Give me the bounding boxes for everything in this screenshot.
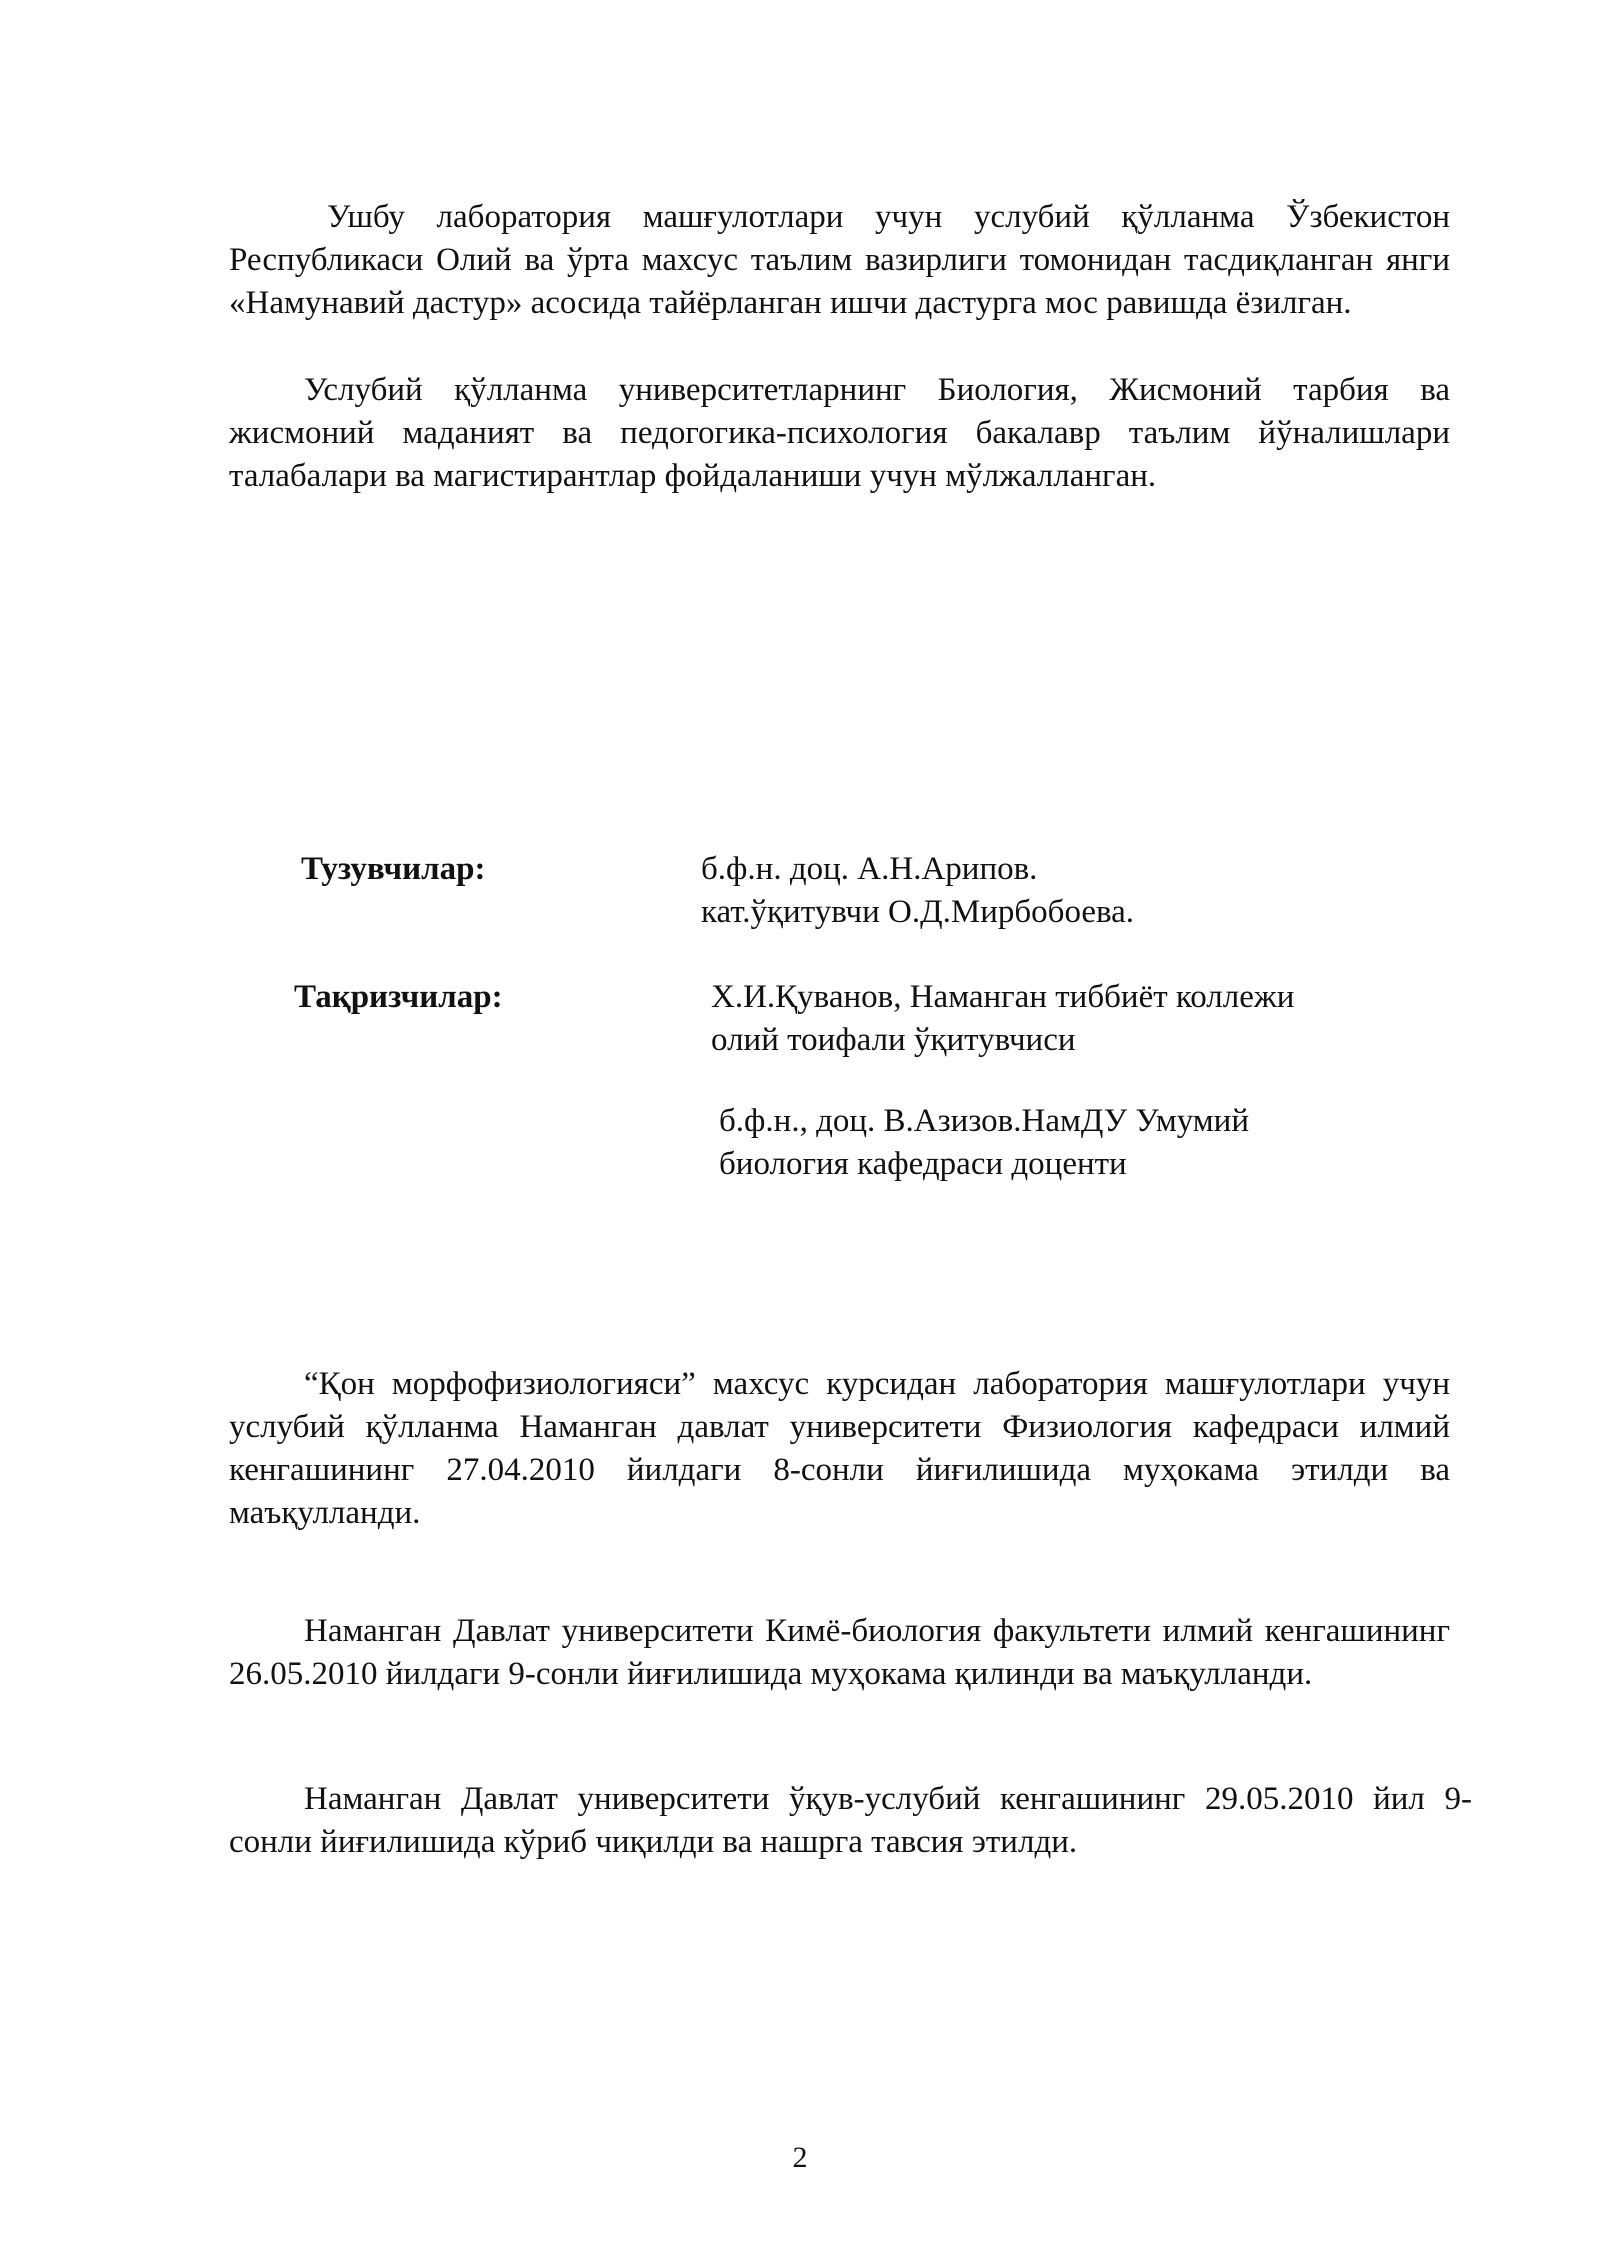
compiler-name-2: кат.ўқитувчи О.Д.Мирбобоева. bbox=[701, 894, 1135, 930]
page-number: 2 bbox=[792, 2141, 808, 2174]
reviewers-label: Тақризчилар: bbox=[294, 979, 503, 1015]
compilers-list bbox=[701, 848, 1134, 934]
reviewer-2-line-1: б.ф.н., доц. В.Азизов.НамДУ Умумий bbox=[719, 1103, 1249, 1139]
approval-paragraph-3: Наманган Давлат университети ўқув-услубий кенгашининг 29.05.2010 йил 9-сонли йиғилишида кўриб чиқилди ва нашрга тавсия этилди. bbox=[229, 1781, 1472, 1860]
reviewer-2-line-2: биология кафедраси доценти bbox=[719, 1146, 1127, 1182]
compiler-name-1: б.ф.н. доц. А.Н.Арипов. bbox=[701, 851, 1038, 887]
reviewer-1-line-1: Х.И.Қуванов, Наманган тиббиёт коллежи bbox=[711, 979, 1295, 1015]
approval-paragraph-2: Наманган Давлат университети Кимё-биология факультети илмий кенгашининг 26.05.2010 йилдаги 9-сонли йиғилишида муҳокама қилинди ва маъқулланди. bbox=[229, 1613, 1450, 1692]
intro-paragraph-2: Услубий қўлланма университетларнинг Биология, Жисмоний тарбия ва жисмоний маданият ва педогогика-психология бакалавр таълим йўналишлари талабалари ва магистирантлар фойдаланиши учун мўлжалланган. bbox=[229, 372, 1450, 494]
intro-paragraph-1: Ушбу лаборатория машғулотлари учун услубий қўлланма Ўзбекистон Республикаси Олий ва ўрта махсус таълим вазирлиги томонидан тасдиқланган янги «Намунавий дастур» асосида тайёрланган ишчи дастурга мос равишда ёзилган. bbox=[229, 199, 1450, 321]
approval-paragraph-1: “Қон морфофизиологияси” махсус курсидан лаборатория машғулотлари учун услубий қўлланма Наманган давлат университети Физиология кафедраси илмий кенгашининг 27.04.2010 йилдаги 8-сонли йиғилишида муҳокама этилди ва маъқулланди. bbox=[229, 1366, 1450, 1531]
reviewer-1 bbox=[711, 976, 1294, 1062]
reviewer-1-line-2: олий тоифали ўқитувчиси bbox=[711, 1022, 1076, 1058]
compilers-label: Тузувчилар: bbox=[301, 851, 486, 887]
reviewer-2 bbox=[719, 1100, 1249, 1186]
